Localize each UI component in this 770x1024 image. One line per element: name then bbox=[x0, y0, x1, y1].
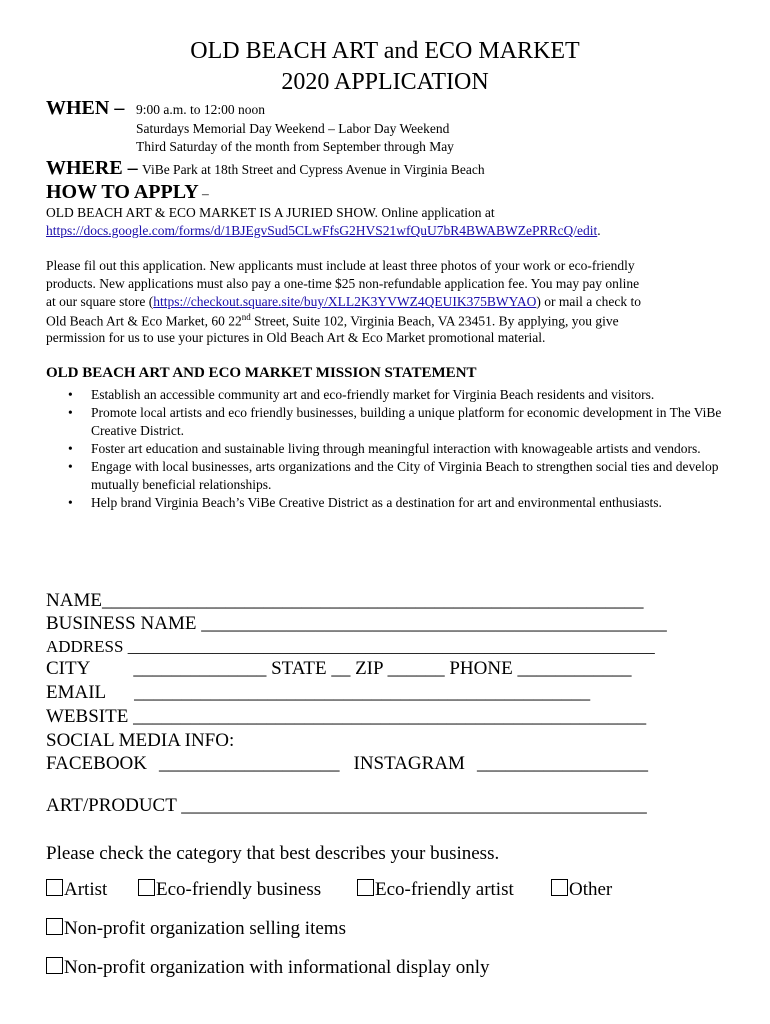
state-blank[interactable]: __ bbox=[331, 658, 351, 679]
email-label: EMAIL bbox=[46, 682, 107, 703]
instructions-line-1: Please fil out this application. New applicants must include at least three photos of your work or eco-friendly bbox=[46, 258, 635, 273]
bullet-icon: • bbox=[68, 495, 73, 510]
bullet-icon: • bbox=[68, 405, 73, 420]
when-time: 9:00 a.m. to 12:00 noon bbox=[136, 102, 265, 117]
zip-blank[interactable]: ______ bbox=[387, 658, 445, 679]
link-period: . bbox=[597, 223, 601, 238]
when-offseason: Third Saturday of the month from September through May bbox=[136, 139, 454, 154]
instructions-line-2: products. New applications must also pay a one-time $25 non-refundable application fee. You may pay online bbox=[46, 276, 640, 291]
checkbox-icon[interactable] bbox=[46, 879, 63, 896]
checkbox-icon[interactable] bbox=[551, 879, 568, 896]
checkbox-icon[interactable] bbox=[138, 879, 155, 896]
art-product-label: ART/PRODUCT bbox=[46, 795, 177, 816]
ordinal-suffix: nd bbox=[241, 312, 251, 322]
bullet-icon: • bbox=[68, 441, 73, 456]
nonprofit-display-label: Non-profit organization with informational display only bbox=[64, 957, 490, 978]
application-link-line bbox=[46, 223, 601, 239]
name-blank[interactable]: _________________________________________________________ bbox=[101, 590, 644, 611]
when-season: Saturdays Memorial Day Weekend – Labor Day Weekend bbox=[136, 121, 450, 136]
bullet-icon: • bbox=[68, 387, 73, 402]
page-subtitle: 2020 APPLICATION bbox=[281, 69, 489, 95]
mission-item-text: Engage with local businesses, arts organizations and the City of Virginia Beach to strengthen social ties and develop mutually beneficial relationships. bbox=[91, 459, 719, 492]
address-field[interactable] bbox=[46, 637, 655, 657]
instructions-line-4 bbox=[46, 312, 619, 330]
phone-blank[interactable]: ____________ bbox=[517, 658, 632, 679]
email-blank[interactable]: ________________________________________________ bbox=[134, 682, 591, 703]
instructions-line-3-after: ) or mail a check to bbox=[536, 294, 641, 309]
website-blank[interactable]: ______________________________________________________ bbox=[133, 706, 647, 727]
where-label: WHERE – bbox=[46, 157, 138, 179]
instructions-line-3-before: at our square store ( bbox=[46, 294, 154, 309]
list-item bbox=[68, 404, 728, 440]
website-label: WEBSITE bbox=[46, 706, 129, 727]
checkbox-icon[interactable] bbox=[46, 918, 63, 935]
instagram-blank[interactable]: __________________ bbox=[476, 753, 648, 774]
category-other[interactable] bbox=[551, 879, 612, 901]
list-item bbox=[68, 494, 728, 512]
mission-heading: OLD BEACH ART AND ECO MARKET MISSION STATEMENT bbox=[46, 365, 477, 381]
name-label: NAME bbox=[46, 590, 102, 611]
facebook-blank[interactable]: ___________________ bbox=[159, 753, 340, 774]
category-prompt: Please check the category that best describes your business. bbox=[46, 843, 500, 864]
list-item bbox=[68, 440, 728, 458]
city-state-zip-phone-row bbox=[46, 658, 631, 680]
instructions-line-3 bbox=[46, 294, 641, 310]
eco-business-label: Eco-friendly business bbox=[156, 879, 322, 900]
address-blank[interactable]: ______________________________________________________________ bbox=[127, 637, 655, 656]
how-to-apply-heading bbox=[46, 181, 209, 204]
juried-notice: OLD BEACH ART & ECO MARKET IS A JURIED SHOW. Online application at bbox=[46, 205, 495, 220]
phone-label: PHONE bbox=[449, 658, 513, 679]
bullet-icon: • bbox=[68, 459, 73, 474]
name-field[interactable] bbox=[46, 590, 643, 612]
category-nonprofit-selling[interactable] bbox=[46, 918, 346, 940]
category-eco-artist[interactable] bbox=[357, 879, 514, 901]
social-media-row bbox=[46, 753, 648, 775]
when-label: WHEN – bbox=[46, 97, 125, 119]
how-label: HOW TO APPLY bbox=[46, 181, 199, 203]
art-product-blank[interactable]: _________________________________________________ bbox=[181, 795, 647, 816]
google-form-link[interactable]: https://docs.google.com/forms/d/1BJEgvSud5CLwFfsG2HVS21wfQuU7bR4BWABWZePRRcQ/edit bbox=[46, 223, 598, 238]
other-label: Other bbox=[569, 879, 613, 900]
business-name-label: BUSINESS NAME bbox=[46, 613, 197, 634]
address-label: ADDRESS bbox=[46, 637, 124, 656]
instructions-line-4-before: Old Beach Art & Eco Market, 60 22 bbox=[46, 313, 242, 329]
social-media-heading: SOCIAL MEDIA INFO: bbox=[46, 730, 235, 751]
category-eco-business[interactable] bbox=[138, 879, 321, 901]
artist-label: Artist bbox=[64, 879, 108, 900]
email-field[interactable] bbox=[46, 682, 590, 704]
mission-item-text: Establish an accessible community art and eco-friendly market for Virginia Beach residents and visitors. bbox=[91, 387, 655, 402]
city-blank[interactable]: ______________ bbox=[133, 658, 267, 679]
mission-item-text: Foster art education and sustainable living through meaningful interaction with knowageable artists and vendors. bbox=[91, 441, 701, 456]
nonprofit-selling-label: Non-profit organization selling items bbox=[64, 918, 346, 939]
art-product-field[interactable] bbox=[46, 795, 647, 817]
mission-item-text: Help brand Virginia Beach’s ViBe Creative District as a destination for art and environmental enthusiasts. bbox=[91, 495, 662, 510]
where-location: ViBe Park at 18th Street and Cypress Avenue in Virginia Beach bbox=[142, 162, 485, 177]
checkbox-icon[interactable] bbox=[46, 957, 63, 974]
page-title: OLD BEACH ART and ECO MARKET bbox=[190, 38, 580, 64]
website-field[interactable] bbox=[46, 706, 646, 728]
category-artist[interactable] bbox=[46, 879, 107, 901]
instructions-line-5: permission for us to use your pictures in Old Beach Art & Eco Market promotional material. bbox=[46, 330, 546, 345]
category-nonprofit-display[interactable] bbox=[46, 957, 490, 979]
list-item bbox=[68, 458, 728, 494]
how-dash: – bbox=[198, 186, 209, 201]
zip-label: ZIP bbox=[355, 658, 383, 679]
instagram-label: INSTAGRAM bbox=[353, 753, 465, 774]
city-label: CITY bbox=[46, 658, 91, 679]
square-store-link[interactable]: https://checkout.square.site/buy/XLL2K3YVWZ4QEUIK375BWYAO bbox=[153, 294, 537, 309]
list-item bbox=[68, 386, 728, 404]
instructions-line-4-after: Street, Suite 102, Virginia Beach, VA 23451. By applying, you give bbox=[250, 313, 619, 329]
mission-list bbox=[68, 386, 728, 512]
checkbox-icon[interactable] bbox=[357, 879, 374, 896]
business-name-blank[interactable]: _________________________________________________ bbox=[201, 613, 667, 634]
state-label: STATE bbox=[271, 658, 327, 679]
mission-item-text: Promote local artists and eco friendly businesses, building a unique platform for economic development in The ViBe Creative District. bbox=[91, 405, 722, 438]
eco-artist-label: Eco-friendly artist bbox=[375, 879, 514, 900]
business-name-field[interactable] bbox=[46, 613, 667, 635]
facebook-label: FACEBOOK bbox=[46, 753, 147, 774]
